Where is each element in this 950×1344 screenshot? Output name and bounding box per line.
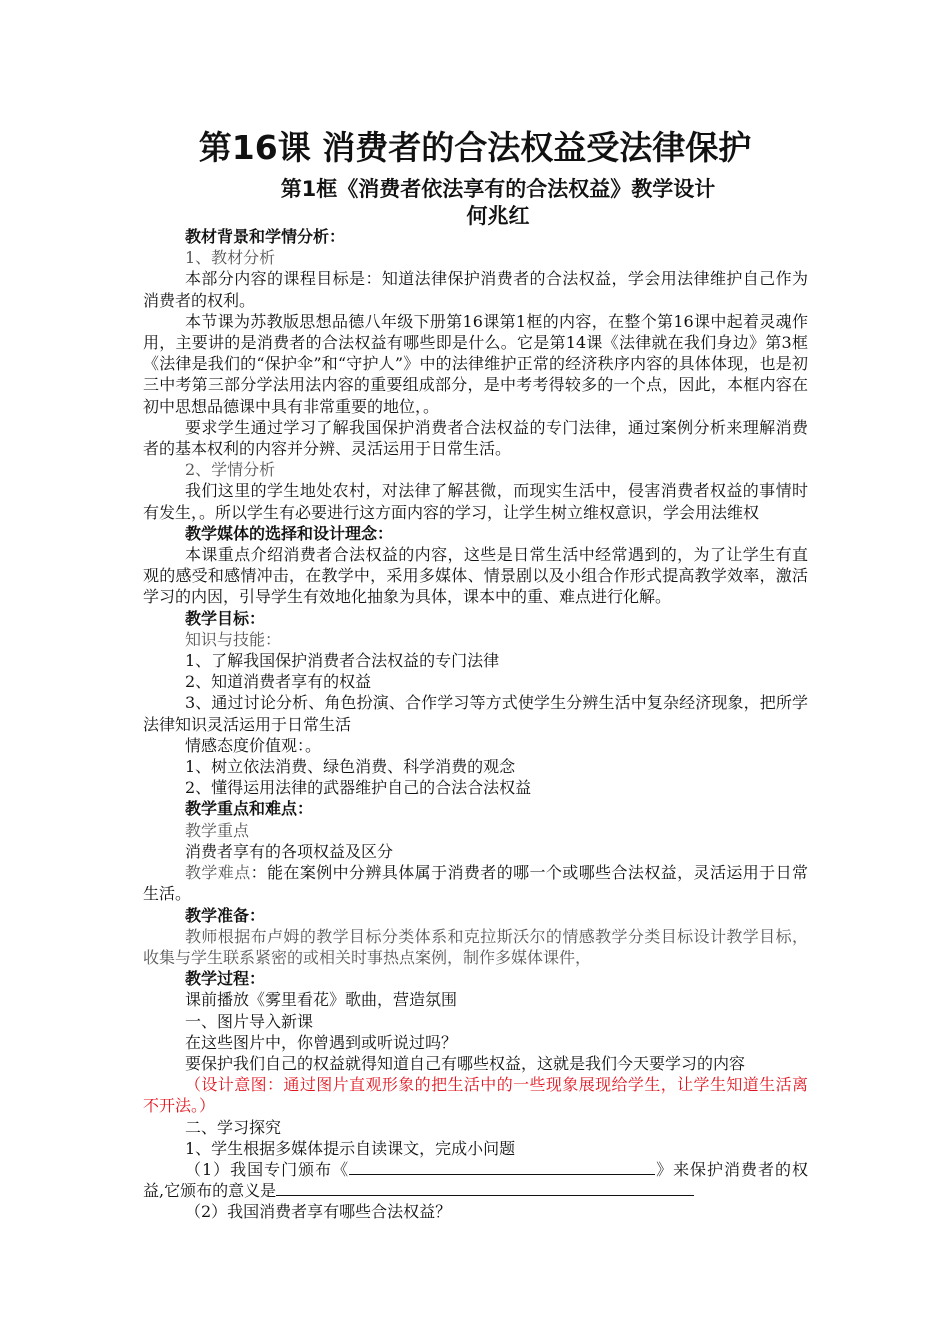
paragraph: 本课重点介绍消费者合法权益的内容，这些是日常生活中经常遇到的，为了让学生有直观的感受和感情冲击，在教学中，采用多媒体、情景剧以及小组合作形式提高教学效率，激活学习的内因，引导学生有效地化抽象为具体，课本中的重、难点进行化解。	[143, 545, 808, 607]
section-heading: 教材背景和学情分析：	[185, 227, 346, 246]
subsection-label: 知识与技能：	[185, 629, 282, 649]
subsection-label: 一、图片导入新课	[185, 1011, 314, 1031]
paragraph: 我们这里的学生地处农村，对法律了解甚微，而现实生活中，侵害消费者权益的事情时有发生，。所以学生有必要进行这方面内容的学习，让学生树立维权意识，学会用法维权	[143, 481, 808, 522]
paragraph: 要保护我们自己的权益就得知道自己有哪些权益，这就是我们今天要学习的内容	[185, 1053, 746, 1073]
paragraph	[143, 862, 808, 904]
difficulty-label: 教学难点	[185, 863, 251, 883]
section-heading: 教学过程：	[185, 969, 266, 989]
fill-blank	[349, 1160, 655, 1175]
lesson-title: 第16课 消费者的合法权益受法律保护	[198, 128, 752, 167]
question-1-text: （1）我国专门颁布	[185, 1159, 333, 1179]
bracket-close: 》	[655, 1159, 674, 1179]
section-heading: 教学媒体的选择和设计理念：	[185, 523, 394, 543]
subsection-label: 二、学习探究	[185, 1117, 282, 1137]
paragraph: 本节课为苏教版思想品德八年级下册第16课第1框的内容，在整个第16课中起着灵魂作用，主要讲的是消费者的合法权益有哪些即是什么。它是第14课《法律就在我们身边》第3框《法律是我们的“保护伞”和“守护人”》中的法律维护正常的经济秩序内容的具体体现，也是初三中考第三部分学法用法内容的重要组成部分，是中考考得较多的一个点，因此，本框内容在初中思想品德课中具有非常重要的地位，。	[143, 311, 808, 416]
section-heading: 教学重点和难点：	[185, 799, 314, 819]
bracket-open: 《	[332, 1159, 350, 1179]
paragraph: 课前播放《雾里看花》歌曲，营造氛围	[185, 990, 458, 1010]
question-1	[143, 1159, 808, 1201]
fill-blank	[276, 1181, 694, 1196]
subsection-label: 2、学情分析	[185, 460, 276, 480]
paragraph: 消费者享有的各项权益及区分	[185, 841, 394, 861]
list-item: 1、了解我国保护消费者合法权益的专门法律	[185, 651, 500, 671]
design-intent-note: （设计意图：通过图片直观形象的把生活中的一些现象展现给学生，让学生知道生活离不开法。）	[143, 1075, 808, 1116]
subsection-label: 1、教材分析	[185, 248, 276, 268]
list-item: 2、知道消费者享有的权益	[185, 672, 372, 692]
subsection-label: 情感态度价值观：。	[185, 735, 322, 755]
paragraph: 要求学生通过学习了解我国保护消费者合法权益的专门法律，通过案例分析来理解消费者的基本权利的内容并分辨、灵活运用于日常生活。	[143, 417, 808, 459]
list-item: 1、树立依法消费、绿色消费、科学消费的观念	[185, 757, 516, 777]
paragraph: 在这些图片中，你曾遇到或听说过吗？	[185, 1032, 458, 1052]
paragraph: 1、学生根据多媒体提示自读课文，完成小问题	[185, 1138, 516, 1158]
section-heading: 教学目标：	[185, 608, 266, 628]
paragraph: 本部分内容的课程目标是：知道法律保护消费者的合法权益，学会用法律维护自己作为消费者的权利。	[143, 269, 808, 310]
author-name: 何兆红	[466, 204, 530, 228]
paragraph: 教师根据布卢姆的教学目标分类体系和克拉斯沃尔的情感教学分类目标设计教学目标，收集与学生联系紧密的或相关时事热点案例，制作多媒体课件，	[143, 926, 808, 967]
document-body	[143, 226, 808, 1223]
question-1-text-2: 来保护消费者的权益,它颁布的意义是	[143, 1159, 808, 1201]
section-heading: 教学准备：	[185, 905, 266, 925]
lesson-subtitle: 第1框《消费者依法享有的合法权益》教学设计	[280, 177, 716, 201]
subsection-label: 教学重点	[185, 820, 250, 840]
list-item: 2、懂得运用法律的武器维护自己的合法合法权益	[185, 778, 532, 798]
question-2: （2）我国消费者享有哪些合法权益？	[185, 1202, 452, 1222]
difficulty-text: ：能在案例中分辨具体属于消费者的哪一个或哪些合法权益，灵活运用于日常生活。	[143, 863, 808, 904]
list-item: 3、通过讨论分析、角色扮演、合作学习等方式使学生分辨生活中复杂经济现象，把所学法律知识灵活运用于日常生活	[143, 693, 808, 734]
